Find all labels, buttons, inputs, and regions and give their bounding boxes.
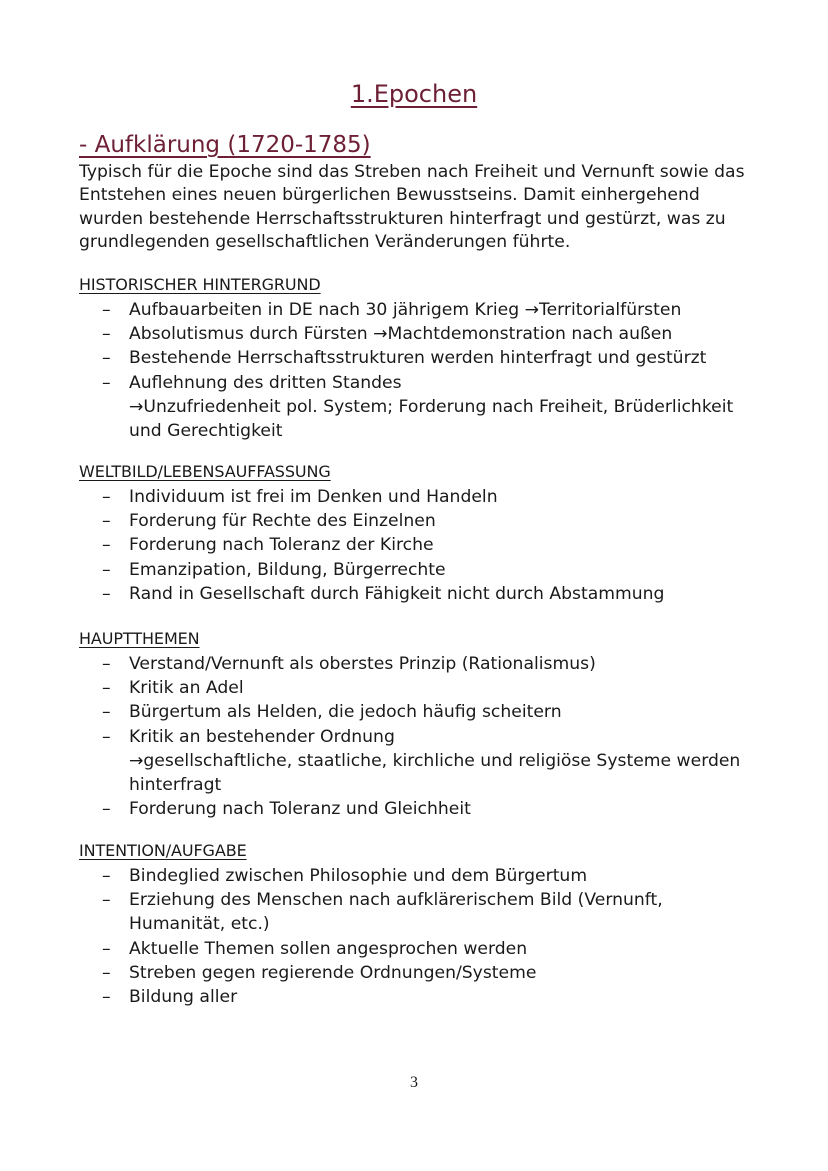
list-item	[129, 725, 759, 798]
list-item: – Aufbauarbeiten in DE nach 30 jährigem Krieg →Territorialfürsten	[129, 298, 759, 322]
list-item: – Absolutismus durch Fürsten →Machtdemonstration nach außen	[129, 322, 759, 346]
list-item: – Aktuelle Themen sollen angesprochen werden	[129, 937, 759, 961]
list-item-continuation: →Unzufriedenheit pol. System; Forderung nach Freiheit, Brüderlichkeit und Gerechtigkeit	[129, 396, 734, 442]
bullet-list	[79, 298, 759, 443]
list-item: – Bindeglied zwischen Philosophie und dem Bürgertum	[129, 864, 759, 888]
list-item: – Streben gegen regierende Ordnungen/Systeme	[129, 961, 759, 985]
bullet-list	[79, 652, 759, 821]
list-item: – Bürgertum als Helden, die jedoch häufig scheitern	[129, 700, 759, 724]
section-heading: HAUPTTHEMEN	[79, 629, 200, 648]
list-item: – Forderung für Rechte des Einzelnen	[129, 509, 759, 533]
list-item-continuation: →gesellschaftliche, staatliche, kirchliche und religiöse Systeme werden hinterfragt	[129, 750, 741, 796]
list-item: – Bestehende Herrschaftsstrukturen werden hinterfragt und gestürzt	[129, 346, 759, 370]
section-hauptthemen	[79, 628, 759, 821]
section-heading: WELTBILD/LEBENSAUFFASSUNG	[79, 462, 331, 481]
section-weltbild	[79, 461, 759, 606]
page-title: 1.Epochen	[350, 80, 478, 108]
list-item: – Bildung aller	[129, 985, 759, 1009]
page-number: 3	[410, 1074, 418, 1091]
bullet-list	[79, 485, 759, 606]
list-item: – Verstand/Vernunft als oberstes Prinzip (Rationalismus)	[129, 652, 759, 676]
list-item	[129, 371, 759, 444]
epoch-heading: - Aufklärung (1720-1785)	[79, 132, 371, 158]
epoch-intro: Typisch für die Epoche sind das Streben nach Freiheit und Vernunft sowie das Entstehen eines neuen bürgerlichen Bewusstseins. Damit einhergehend wurden bestehende Herrschaftsstrukturen hinterfragt und gestürzt, was zu grundlegenden gesellschaftlichen Veränderungen führte.	[79, 162, 745, 253]
list-item: – Emanzipation, Bildung, Bürgerrechte	[129, 558, 759, 582]
list-item: – Erziehung des Menschen nach aufklärerischem Bild (Vernunft, Humanität, etc.)	[129, 888, 759, 936]
list-item: – Forderung nach Toleranz der Kirche	[129, 533, 759, 557]
list-item: – Individuum ist frei im Denken und Handeln	[129, 485, 759, 509]
list-item: – Forderung nach Toleranz und Gleichheit	[129, 797, 759, 821]
list-item-text: Kritik an bestehender Ordnung	[129, 726, 395, 747]
section-heading: HISTORISCHER HINTERGRUND	[79, 275, 321, 294]
section-historischer-hintergrund	[79, 274, 759, 443]
list-item: – Kritik an Adel	[129, 676, 759, 700]
section-intention	[79, 840, 759, 1009]
list-item-text: Auflehnung des dritten Standes	[129, 372, 402, 393]
list-item: – Rand in Gesellschaft durch Fähigkeit nicht durch Abstammung	[129, 582, 759, 606]
bullet-list	[79, 864, 759, 1009]
section-heading: INTENTION/AUFGABE	[79, 841, 247, 860]
